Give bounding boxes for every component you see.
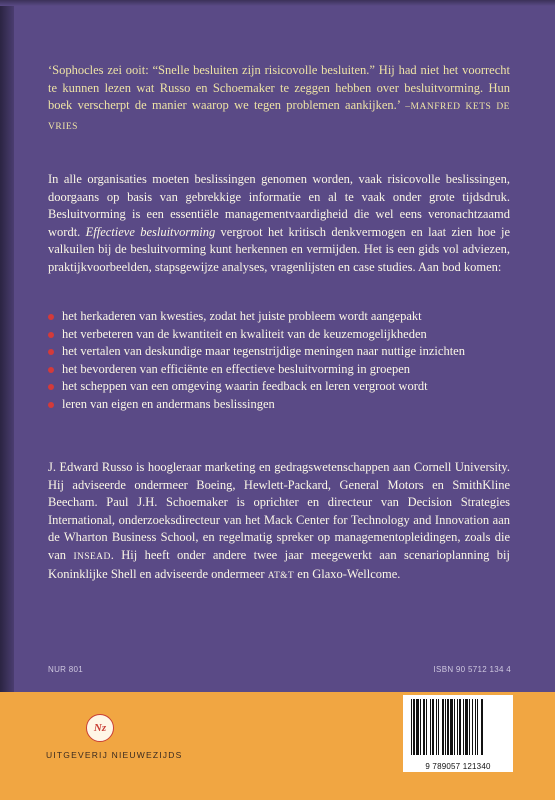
list-item: het scheppen van een omgeving waarin feedback en leren vergroot wordt [48, 378, 518, 396]
bullet-icon [48, 384, 54, 390]
barcode-bar [423, 699, 425, 755]
spine-shadow [0, 0, 14, 800]
barcode-bar [432, 699, 434, 755]
barcode-bar [450, 699, 453, 755]
blurb-quote [48, 62, 510, 136]
intro-paragraph [48, 171, 510, 276]
quote-text: ‘Sophocles zei ooit: “Snelle besluiten zijn risicovolle besluiten.” Hij had niet het voorrecht te kunnen lezen wat Russo en Schoemaker te zeggen hebben over besluitvorming. Hun boek verscherpt de manier waarop we tegen problemen aankijken.’ [48, 63, 510, 112]
barcode-icon [403, 695, 513, 772]
barcode-bars [403, 695, 513, 759]
bio-insead: INSEAD [73, 551, 111, 562]
publisher-name: UITGEVERIJ NIEUWEZIJDS [46, 750, 183, 760]
barcode-bar [442, 699, 444, 755]
barcode-bar [472, 699, 473, 755]
barcode-bar [426, 699, 427, 755]
bio-text-2: . Hij heeft onder andere twee jaar meegewerkt aan scenarioplanning bij Koninklijke Shell en adviseerde ondermeer [48, 547, 510, 581]
book-title: Effectieve besluitvorming [85, 224, 216, 239]
list-item: het bevorderen van efficiënte en effectieve besluitvorming in groepen [48, 361, 518, 379]
barcode-bar [475, 699, 476, 755]
bio-text-3: en Glaxo-Wellcome. [294, 567, 401, 581]
barcode-bar [463, 699, 464, 755]
intro-text-before: In alle organisaties moeten beslissingen genomen worden, vaak risicovolle beslissingen, doorgaans op basis van gebrekkige informatie en al te vaak onder grote tijdsdruk. Besluitvorming is een essentiële managementvaardigheid die wel eens veronachtzaamd wordt. [48, 172, 510, 239]
barcode-bar [445, 699, 446, 755]
top-edge-shadow [0, 0, 555, 6]
bullet-icon [48, 349, 54, 355]
barcode-bar [465, 699, 468, 755]
barcode-bar [430, 699, 431, 755]
quote-author: –MANFRED KETS DE VRIES [48, 102, 510, 132]
barcode-bar [447, 699, 449, 755]
barcode-bar [413, 699, 415, 755]
list-item: leren van eigen en andermans beslissingen [48, 396, 518, 414]
list-item: het herkaderen van kwesties, zodat het juiste probleem wordt aangepakt [48, 308, 518, 326]
barcode-bar [457, 699, 458, 755]
barcode-bar [416, 699, 419, 755]
bullet-icon [48, 314, 54, 320]
barcode-bar [411, 699, 412, 755]
intro-text-after: vergroot het kritisch denkvermogen en laat zien hoe je valkuilen bij de besluitvorming kunt herkennen en vermijden. Het is een gids vol adviezen, praktijkvoorbeelden, stapsgewijze analyses, vragenlijsten en case studies. Aan bod komen: [48, 224, 510, 274]
bullet-icon [48, 367, 54, 373]
bullet-icon [48, 402, 54, 408]
barcode-bar [477, 699, 478, 755]
topics-list [48, 308, 518, 413]
nur-code: NUR 801 [48, 665, 84, 674]
barcode-bar [481, 699, 483, 755]
list-item: het verbeteren van de kwantiteit en kwaliteit van de keuzemogelijkheden [48, 326, 518, 344]
barcode-bar [436, 699, 437, 755]
barcode-bar [459, 699, 461, 755]
list-item: het vertalen van deskundige maar tegenstrijdige meningen naar nuttige inzichten [48, 343, 518, 361]
author-bio [48, 459, 510, 586]
barcode-digits: 9 789057 121340 [425, 762, 491, 771]
bio-text-1: J. Edward Russo is hoogleraar marketing en gedragswetenschappen aan Cornell University. Hij adviseerde ondermeer Boeing, Hewlett-Packard, General Motors en SmithKline Beecham. Paul J.H. Schoemaker is oprichter en directeur van Decision Strategies International, onderzoeksdirecteur van het Mack Center for Technology and Innovation aan de Wharton Business School, en regelmatig spreker op managementopleidingen, zoals die van [48, 460, 510, 562]
publisher-logo-icon [86, 714, 114, 742]
isbn-number: ISBN 90 5712 134 4 [433, 665, 511, 674]
logo-letters: Nz [93, 722, 107, 734]
barcode-bar [420, 699, 421, 755]
barcode-bar [438, 699, 439, 755]
barcode-bar [469, 699, 470, 755]
barcode-bar [454, 699, 455, 755]
bio-att: AT&T [267, 571, 295, 581]
bullet-icon [48, 332, 54, 338]
